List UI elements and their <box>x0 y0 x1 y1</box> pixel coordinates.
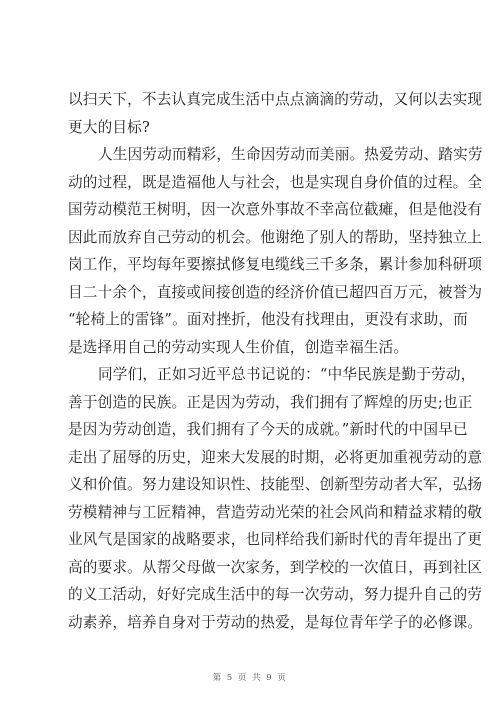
text-line: 走出了屈辱的历史，迎来大发展的时期，必将更加重视劳动的意 <box>68 448 483 466</box>
text-line: 以扫天下，不去认真完成生活中点点滴滴的劳动，又何以去实现 <box>68 91 483 108</box>
text-line: 业风气是国家的战略要求，也同样给我们新时代的青年提出了更 <box>68 531 483 548</box>
text-line: 人生因劳动而精彩，生命因劳动而美丽。热爱劳动、踏实劳 <box>98 146 483 163</box>
text-line: 义和价值。努力建设知识性、技能型、创新型劳动者大军，弘扬 <box>68 476 483 493</box>
text-line: 更大的目标? <box>68 118 150 136</box>
text-line: 高的要求。从帮父母做一次家务，到学校的一次值日，再到社区 <box>68 558 483 576</box>
text-line: “轮椅上的雷锋”。面对挫折，他没有找理由，更没有求助，而 <box>68 311 468 328</box>
text-line: 岗工作，平均每年要擦拭修复电缆线三千多条，累计参加科研项 <box>68 256 483 273</box>
document-body <box>68 86 483 636</box>
text-line: 善于创造的民族。正是因为劳动，我们拥有了辉煌的历史;也正 <box>68 393 473 411</box>
text-line: 同学们，正如习近平总书记说的：“中华民族是勤于劳动， <box>98 366 476 383</box>
text-line: 是因为劳动创造，我们拥有了今天的成就。”新时代的中国早已 <box>68 421 468 438</box>
text-line: 因此而放弃自己劳动的机会。他谢绝了别人的帮助，坚持独立上 <box>68 228 483 246</box>
text-line: 的义工活动，好好完成生活中的每一次劳动，努力提升自己的劳 <box>68 586 483 603</box>
text-line: 目二十余个，直接或间接创造的经济价值已超四百万元，被誉为 <box>68 283 483 301</box>
text-line: 动素养，培养自身对于劳动的热爱，是每位青年学子的必修课。 <box>68 613 483 631</box>
page-footer: 第 5 页 共 9 页 <box>212 673 288 683</box>
text-line: 劳模精神与工匠精神，营造劳动光荣的社会风尚和精益求精的敬 <box>68 503 483 521</box>
text-line: 是选择用自己的劳动实现人生价值，创造幸福生活。 <box>68 338 409 356</box>
text-line: 国劳动模范王树明，因一次意外事故不幸高位截瘫，但是他没有 <box>68 201 483 218</box>
text-line: 动的过程，既是造福他人与社会，也是实现自身价值的过程。全 <box>68 173 483 191</box>
